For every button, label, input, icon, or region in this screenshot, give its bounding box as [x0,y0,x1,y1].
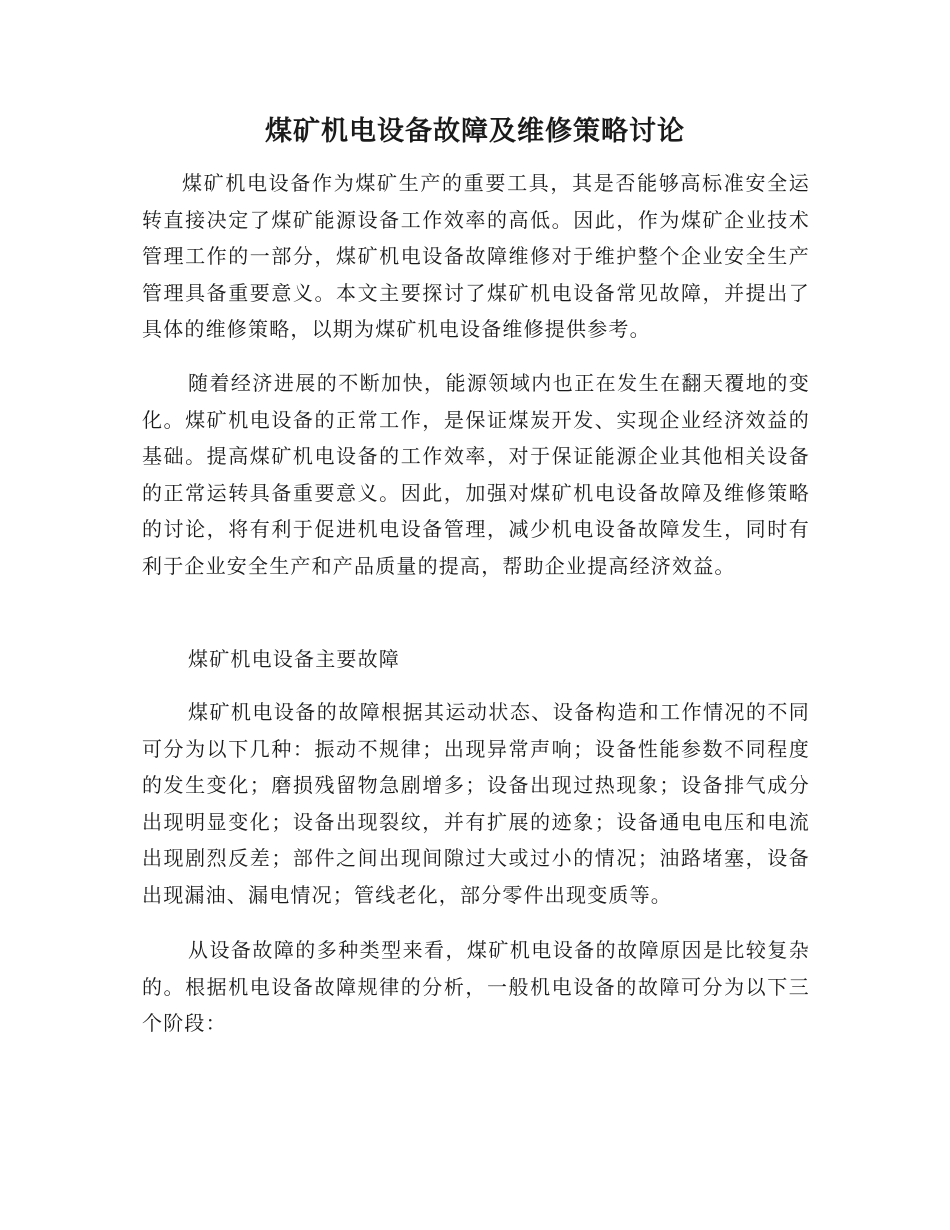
paragraph-intro: 煤矿机电设备作为煤矿生产的重要工具，其是否能够高标准安全运转直接决定了煤矿能源设备工作效率的高低。因此，作为煤矿企业技术管理工作的一部分，煤矿机电设备故障维修对于维护整个企业安全生产管理具备重要意义。本文主要探讨了煤矿机电设备常见故障，并提出了具体的维修策略，以期为煤矿机电设备维修提供参考。 [142,171,810,341]
section-heading: 煤矿机电设备主要故障 [188,647,400,671]
paragraph-fault-stages: 从设备故障的多种类型来看，煤矿机电设备的故障原因是比较复杂的。根据机电设备故障规律的分析，一般机电设备的故障可分为以下三个阶段： [142,938,810,1035]
paragraph-background: 随着经济进展的不断加快，能源领域内也正在发生在翻天覆地的变化。煤矿机电设备的正常工作，是保证煤炭开发、实现企业经济效益的基础。提高煤矿机电设备的工作效率，对于保证能源企业其他相关设备的正常运转具备重要意义。因此，加强对煤矿机电设备故障及维修策略的讨论，将有利于促进机电设备管理，减少机电设备故障发生，同时有利于企业安全生产和产品质量的提高，帮助企业提高经济效益。 [142,371,810,578]
document-title: 煤矿机电设备故障及维修策略讨论 [265,116,685,147]
paragraph-fault-types: 煤矿机电设备的故障根据其运动状态、设备构造和工作情况的不同可分为以下几种：振动不规律；出现异常声响；设备性能参数不同程度的发生变化；磨损残留物急剧增多；设备出现过热现象；设备排气成分出现明显变化；设备出现裂纹，并有扩展的迹象；设备通电电压和电流出现剧烈反差；部件之间出现间隙过大或过小的情况；油路堵塞，设备出现漏油、漏电情况；管线老化，部分零件出现变质等。 [142,700,810,907]
